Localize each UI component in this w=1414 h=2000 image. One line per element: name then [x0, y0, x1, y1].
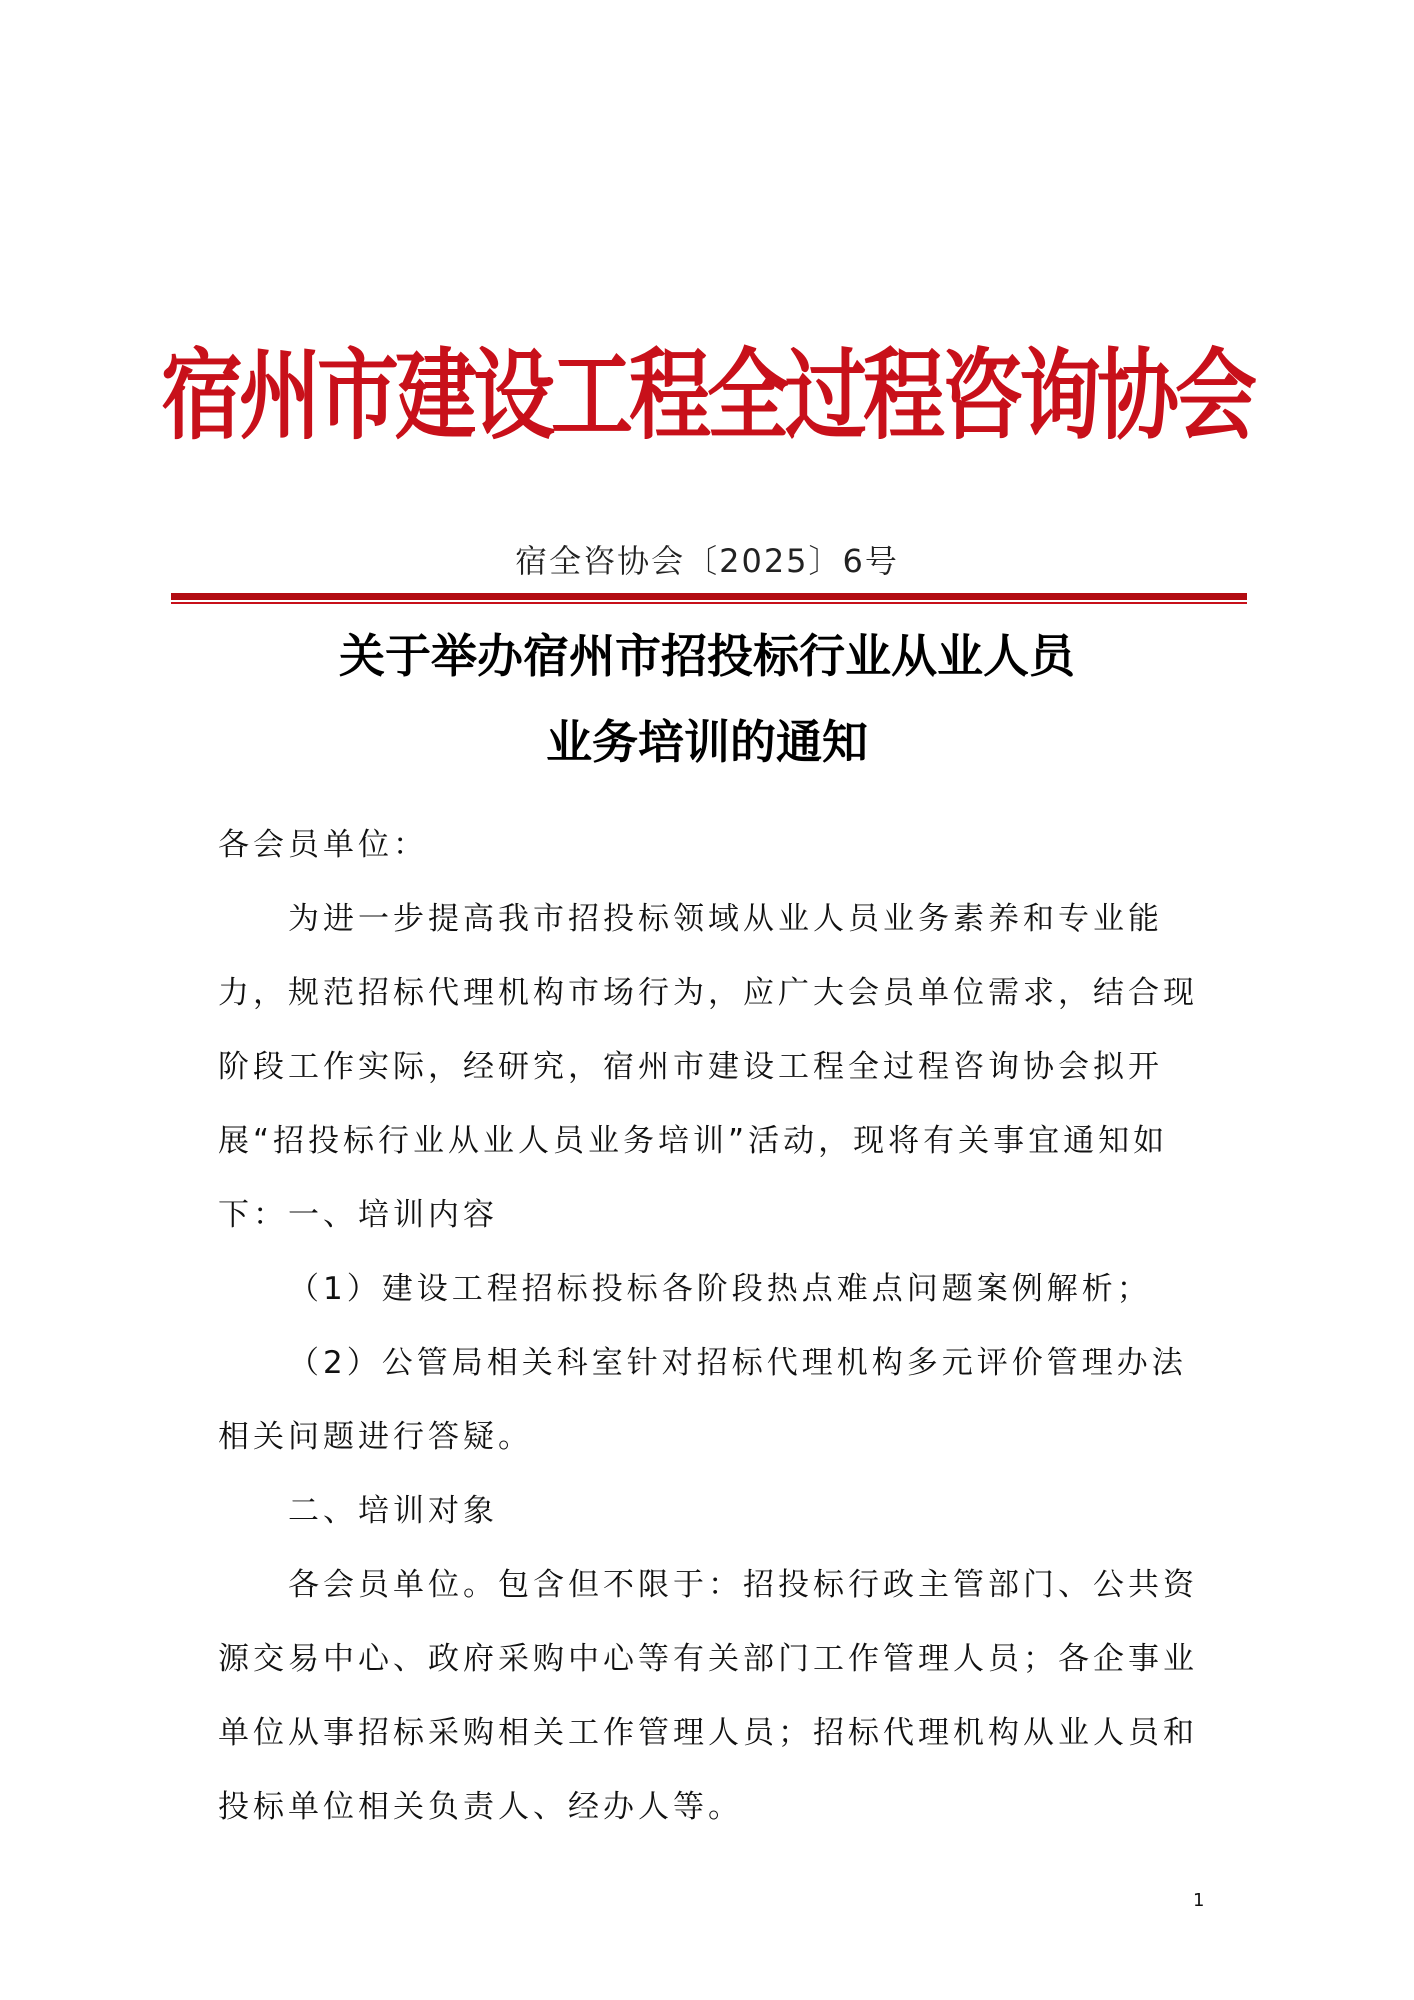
- red-rule-thin: [171, 602, 1247, 604]
- notice-title-line-2: 业务培训的通知: [546, 715, 868, 769]
- red-rule-thick: [171, 593, 1247, 600]
- organization-title: 宿州市建设工程全过程咨询协会: [160, 338, 1253, 454]
- document-number: 宿全咨协会〔2025〕6号: [515, 542, 899, 580]
- red-divider-line: [171, 593, 1247, 603]
- page-number: 1: [1193, 1890, 1205, 1911]
- section-1-heading: 一、培训内容: [288, 1197, 498, 1233]
- section-1-item-1: （1）建设工程招标投标各阶段热点难点问题案例解析；: [288, 1271, 1152, 1307]
- section-1-item-2: （2）公管局相关科室针对招标代理机构多元评价管理办法相关问题进行答疑。: [218, 1345, 1187, 1455]
- section-2-text: 各会员单位。包含但不限于：招投标行政主管部门、公共资源交易中心、政府采购中心等有关部门工作管理人员；各企事业单位从事招标采购相关工作管理人员；招标代理机构从业人员和投标单位相关负责人、经办人等。: [218, 1567, 1198, 1825]
- salutation: 各会员单位：: [218, 827, 428, 863]
- notice-title-line-1: 关于举办宿州市招投标行业从业人员: [339, 629, 1075, 683]
- intro-paragraph: 为进一步提高我市招投标领域从业人员业务素养和专业能力，规范招标代理机构市场行为，应广大会员单位需求，结合现阶段工作实际，经研究，宿州市建设工程全过程咨询协会拟开展“招投标行业从业人员业务培训”活动，现将有关事宜通知如下：: [218, 901, 1198, 1233]
- section-2-heading: 二、培训对象: [288, 1493, 498, 1529]
